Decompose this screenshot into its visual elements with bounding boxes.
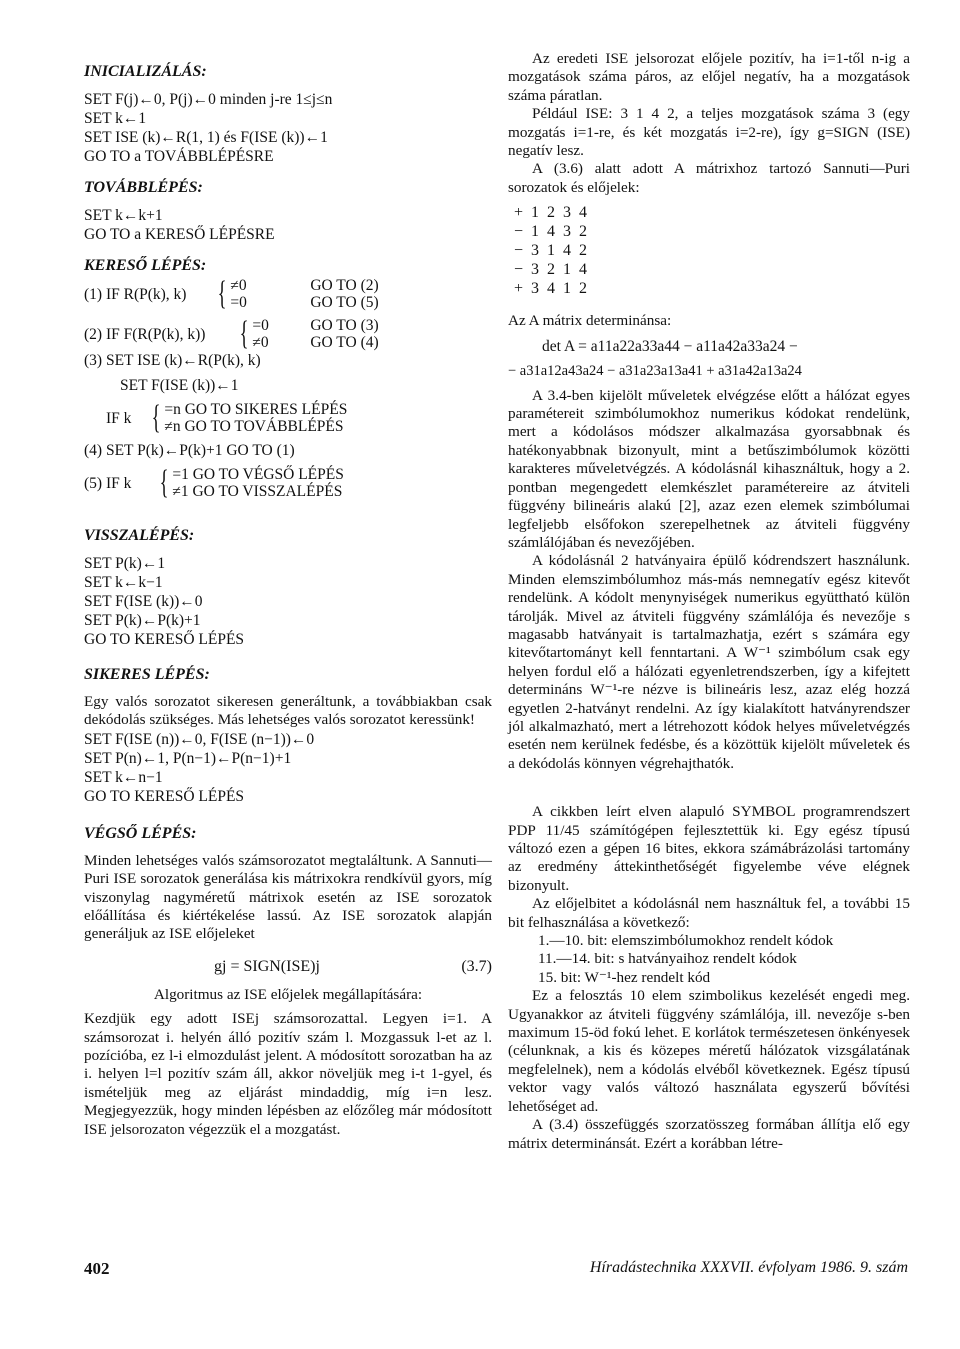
paragraph: Ez a felosztás 10 elem szimbolikus kezelését engedi meg. Ugyanakkor az átviteli függvény számlálója, ill. nevezője s-ben maximum 15-öd fokú lehet. E korlátok természetesen önkényesek (célunknak, a kis és közepes méretű hálózatok vizsgálatának megfelelnek), nem a kódolás elvéből következnek. Egész típusú vektor vagy valós változó használata egyszerű bővítési lehetőséget ad. (508, 987, 910, 1115)
code-line: SET P(k)←1 (84, 555, 166, 572)
paragraph: Az eredeti ISE jelsorozat előjele pozitív, ha i=1-től n-ig a mozgatások száma páros, az előjel negatív, ha a mozgatások száma páratlan. (508, 50, 910, 104)
step-5-condition (84, 466, 492, 500)
right-column (508, 50, 910, 1153)
bit-allocation-list (508, 932, 910, 987)
code-line: GO TO a TOVÁBBLÉPÉSRE (84, 148, 274, 165)
paragraph: A 3.4-ben kijelölt műveletek elvégzése előtt a hálózat egyes paramétereit szimbólumokhoz numerikus kódokat rendelünk, mert a kódolásos módszer alkalmazása gyorsabbnak és hatékonyabbnak bizonyult, mint a betűszimbólumok közötti karakteres műveletvégzés. A kódolásnál kihasználtuk, hogy a 2. pontban megengedett elemkészlet paramétereire az átviteli függvény bilineáris alakú [2], azaz ezen elemek szimbólumai legfeljebb elsőfokon szerepelhetnek az átviteli függvény számlálójában és nevezőjében. (508, 386, 910, 551)
list-item: 15. bit: W⁻¹-hez rendelt kód (538, 968, 711, 986)
branch-goto: =1 GO TO VÉGSŐ LÉPÉS (172, 466, 344, 483)
code-line: SET P(n)←1, P(n−1)←P(n−1)+1 (84, 749, 292, 767)
branch-goto: GO TO (2) (310, 277, 379, 294)
step-k-if: IF k (106, 409, 132, 427)
step-5-if: (5) IF k (84, 474, 132, 492)
brace-symbol: { (217, 275, 227, 312)
branch-cond: =0 (230, 294, 247, 311)
sign-sequence: + 1 2 3 4 (514, 204, 590, 222)
code-line: GO TO KERESŐ LÉPÉS (84, 787, 245, 805)
journal-footer: Híradástechnika XXXVII. évfolyam 1986. 9. szám (589, 1259, 908, 1276)
code-line: SET P(k)←P(k)+1 (84, 612, 201, 629)
determinant-formula: det A = a11a22a33a44 − a11a42a33a24 − (542, 337, 798, 355)
code-line: SET F(ISE (k))←0 (84, 593, 203, 610)
branch-goto: ≠1 GO TO VISSZALÉPÉS (172, 483, 343, 500)
section-title-tovabblepes: TOVÁBBLÉPÉS: (84, 179, 203, 196)
paragraph: A (3.6) alatt adott A mátrixhoz tartozó Sannuti—Puri sorozatok és előjelek: (508, 160, 910, 196)
step-1-if: (1) IF R(P(k), k) (84, 285, 187, 303)
paragraph: Az előjelbitet a kódolásnál nem használtuk fel, a további 15 bit felhasználása a következő: (508, 895, 910, 931)
sign-sequence: − 3 2 1 4 (514, 261, 590, 279)
section-title-inicializalas: INICIALIZÁLÁS: (84, 63, 207, 80)
paragraph: A kódolásnál 2 hatványaira épülő kódrendszert használunk. Minden elemszimbólumhoz más-más nemnegatív egész kitevőt rendelünk. A kódolt menynyiségek numerikus együttható külön tárolják. Mivel az átviteli függvény számlálója és nevezője s magasabb hatványait is tartalmazhatja, ezért s számára egy kitevőtartományt kell fenntartani. A W⁻¹ szimbólum csak egy helyen fordul elő a hálózati egyenletrendszerben, így a kifejtett determináns W⁻¹-re nézve is bilineáris lesz, azaz elég hozzá egyetlen 2-hatványt rendelni. Az így kialakított hatványrendszer jól alkalmazható, mert a létrehozott kódok helyes műveletvégzés esetén nem kerülnek fedésbe, és a közöttük kijelölt műveletek és a dekódolás könnyen végrehajthatók. (508, 552, 910, 772)
code-line: (4) SET P(k)←P(k)+1 GO TO (1) (84, 442, 295, 459)
code-line: SET k←k−1 (84, 574, 163, 591)
code-line: SET k←1 (84, 110, 147, 127)
list-item: 1.—10. bit: elemszimbólumokhoz rendelt kódok (538, 932, 834, 950)
branch-goto: GO TO (3) (310, 317, 379, 334)
brace-symbol: { (239, 315, 249, 352)
sign-sequence: − 1 4 3 2 (514, 223, 590, 241)
branch-cond: =0 (252, 317, 269, 334)
branch-goto: =n GO TO SIKERES LÉPÉS (164, 401, 348, 418)
branch-cond: ≠0 (252, 334, 269, 351)
section-title-vegso-lepes: VÉGSŐ LÉPÉS: (84, 824, 197, 842)
paragraph: A (3.4) összefüggés szorzatösszeg formában állítja elő egy mátrix determinánsát. Ezért a korábban létre- (508, 1116, 910, 1152)
code-line: GO TO KERESŐ LÉPÉS (84, 631, 245, 648)
code-line: SET F(j)←0, P(j)←0 minden j-re 1≤j≤n (84, 91, 333, 108)
algorithm-title: Algoritmus az ISE előjelek megállapítására: (153, 985, 423, 1003)
code-line: SET k←k+1 (84, 207, 163, 224)
step-k-condition (84, 401, 492, 435)
equation-text: gj = SIGN(ISE)j (214, 957, 320, 975)
step-1-condition (84, 277, 492, 311)
code-line: SET ISE (k)←R(1, 1) és F(ISE (k))←1 (84, 129, 328, 146)
branch-goto: ≠n GO TO TOVÁBBLÉPÉS (164, 418, 344, 435)
code-line: GO TO a KERESŐ LÉPÉSRE (84, 226, 275, 243)
page-number: 402 (84, 1259, 110, 1278)
code-line: (3) SET ISE (k)←R(P(k), k) (84, 352, 261, 369)
determinant-formula: − a31a12a43a24 − a31a23a13a41 + a31a42a13a24 (508, 362, 802, 379)
code-line: SET F(ISE (k))←1 (120, 377, 239, 394)
sign-sequence: + 3 4 1 2 (514, 280, 590, 298)
equation-number: (3.7) (461, 957, 492, 975)
paragraph: Kezdjük egy adott ISEj számsorozattal. Legyen i=1. A számsorozat i. helyén álló pozitív szám l. Mozgassuk l-et az l. pozícióba, ez l-i elmozdulást jelent. A módosított sorozatban ha az i. helyen l=l pozitív szám áll, akkor növeljük meg i-t 1-gyel, és ismételjük meg az eljárást mindaddig, míg i=n lesz. Megjegyezzük, hogy minden lépésben az előzőleg már módosított ISE jelsorozaton végezzük el a mozgatást. (84, 1010, 492, 1138)
brace-symbol: { (151, 399, 161, 436)
section-title-visszalepes: VISSZALÉPÉS: (84, 527, 195, 544)
paragraph: Például ISE: 3 1 4 2, a teljes mozgatások száma 3 (egy mozgatás i=1-re, és két mozgatás i=2-re), így g=SIGN (ISE) negatív lesz. (508, 105, 910, 160)
paragraph: Egy valós sorozatot sikeresen generáltunk, a továbbiakban csak dekódolás szükséges. Más lehetséges valós sorozatot keressünk! (84, 693, 492, 729)
code-line: SET k←n−1 (84, 768, 163, 786)
equation-3-7 (84, 958, 492, 976)
brace-symbol: { (159, 464, 169, 501)
step-2-condition (84, 317, 492, 351)
section-title-kereso-lepes: KERESŐ LÉPÉS: (84, 257, 207, 274)
branch-goto: GO TO (4) (310, 334, 379, 351)
left-column (84, 50, 492, 1139)
sign-sequence: − 3 1 4 2 (514, 242, 590, 260)
branch-cond: ≠0 (230, 277, 247, 294)
determinant-label: Az A mátrix determinánsa: (508, 312, 672, 330)
paragraph: A cikkben leírt elven alapuló SYMBOL programrendszert PDP 11/45 számítógépen fejlesztettük ki. Egy egész típusú változó ezen a gépen 16 bites, ekkora számábrázolási tartomány az eredmény áttekinthetőségét figyelembe véve elégnek bizonyult. (508, 803, 910, 894)
section-title-sikeres-lepes: SIKERES LÉPÉS: (84, 666, 210, 683)
branch-goto: GO TO (5) (310, 294, 379, 311)
step-2-if: (2) IF F(R(P(k), k)) (84, 325, 206, 343)
code-line: SET F(ISE (n))←0, F(ISE (n−1))←0 (84, 730, 315, 748)
list-item: 11.—14. bit: s hatványaihoz rendelt kódok (538, 950, 797, 968)
paragraph: Minden lehetséges valós számsorozatot megtaláltunk. A Sannuti—Puri ISE sorozatok generálása kis mátrixokra rendkívül gyors, míg viszonylag nagyméretű mátrixok esetén az ISE sorozatok előállítása és kiértékelése lassú. Az ISE sorozatok alapján generáljuk az ISE előjeleket (84, 851, 492, 943)
